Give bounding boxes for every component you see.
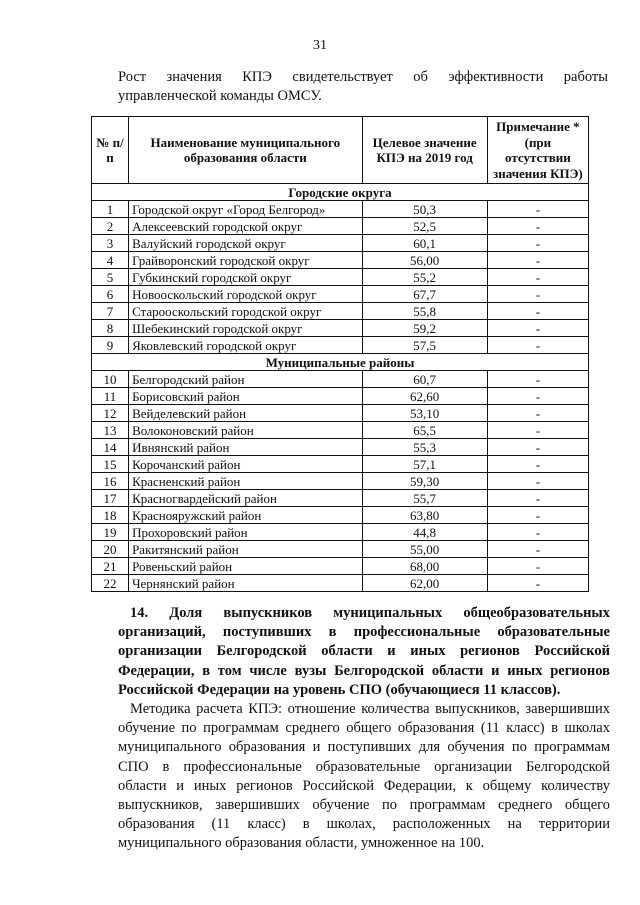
table-row bbox=[92, 252, 589, 269]
row-name: Прохоровский район bbox=[129, 524, 362, 541]
table-row bbox=[92, 405, 589, 422]
row-name: Ровеньский район bbox=[129, 558, 362, 575]
intro-text-line1: Рост значения КПЭ свидетельствует об эффективности работы bbox=[118, 69, 608, 85]
row-note: - bbox=[487, 575, 588, 592]
row-num: 2 bbox=[92, 218, 129, 235]
table-row bbox=[92, 303, 589, 320]
row-note: - bbox=[487, 201, 588, 218]
row-name: Белгородский район bbox=[129, 371, 362, 388]
header-num: № п/п bbox=[92, 117, 129, 184]
row-note: - bbox=[487, 524, 588, 541]
row-num: 15 bbox=[92, 456, 129, 473]
row-name: Ракитянский район bbox=[129, 541, 362, 558]
row-note: - bbox=[487, 371, 588, 388]
method-paragraph: Методика расчета КПЭ: отношение количества выпускников, завершивших обучение по программам среднего общего образования (11 класс) в школах муниципального образования и поступивших для обучения по программам СПО в профессиональные образовательные организации Белгородской области и иных регионов Российской Федерации, к общему количеству выпускников, завершивших обучение по программам среднего общего образования (11 класс) в школах, расположенных на территории муниципального образования области, умноженное на 100. bbox=[118, 701, 610, 852]
header-note: Примечание * (при отсутствии значения КПЭ) bbox=[487, 117, 588, 184]
row-name: Алексеевский городской округ bbox=[129, 218, 362, 235]
row-note: - bbox=[487, 558, 588, 575]
row-num: 6 bbox=[92, 286, 129, 303]
row-note: - bbox=[487, 218, 588, 235]
row-name: Корочанский район bbox=[129, 456, 362, 473]
row-value: 62,60 bbox=[362, 388, 487, 405]
row-name: Новооскольский городской округ bbox=[129, 286, 362, 303]
section-row-districts bbox=[92, 354, 589, 371]
row-value: 55,2 bbox=[362, 269, 487, 286]
table-row bbox=[92, 218, 589, 235]
row-name: Красненский район bbox=[129, 473, 362, 490]
table-row bbox=[92, 507, 589, 524]
row-num: 20 bbox=[92, 541, 129, 558]
section-title-districts: Муниципальные районы bbox=[92, 354, 589, 371]
row-note: - bbox=[487, 541, 588, 558]
row-name: Губкинский городской округ bbox=[129, 269, 362, 286]
row-num: 16 bbox=[92, 473, 129, 490]
row-note: - bbox=[487, 235, 588, 252]
row-value: 56,00 bbox=[362, 252, 487, 269]
header-name: Наименование муниципального образования области bbox=[129, 117, 362, 184]
row-note: - bbox=[487, 252, 588, 269]
row-name: Ивнянский район bbox=[129, 439, 362, 456]
row-value: 59,30 bbox=[362, 473, 487, 490]
table-row bbox=[92, 541, 589, 558]
row-num: 8 bbox=[92, 320, 129, 337]
row-num: 1 bbox=[92, 201, 129, 218]
row-value: 55,3 bbox=[362, 439, 487, 456]
row-name: Борисовский район bbox=[129, 388, 362, 405]
table-row bbox=[92, 422, 589, 439]
row-num: 3 bbox=[92, 235, 129, 252]
row-num: 10 bbox=[92, 371, 129, 388]
row-num: 5 bbox=[92, 269, 129, 286]
table-header-row bbox=[92, 117, 589, 184]
row-name: Вейделевский район bbox=[129, 405, 362, 422]
row-note: - bbox=[487, 507, 588, 524]
row-value: 57,5 bbox=[362, 337, 487, 354]
row-note: - bbox=[487, 490, 588, 507]
row-name: Старооскольский городской округ bbox=[129, 303, 362, 320]
table-row bbox=[92, 320, 589, 337]
row-num: 13 bbox=[92, 422, 129, 439]
table-row bbox=[92, 371, 589, 388]
row-num: 14 bbox=[92, 439, 129, 456]
table-row bbox=[92, 439, 589, 456]
table-row bbox=[92, 575, 589, 592]
row-num: 22 bbox=[92, 575, 129, 592]
row-value: 52,5 bbox=[362, 218, 487, 235]
page-number: 31 bbox=[313, 38, 327, 53]
row-value: 55,00 bbox=[362, 541, 487, 558]
row-note: - bbox=[487, 320, 588, 337]
row-num: 9 bbox=[92, 337, 129, 354]
row-name: Валуйский городской округ bbox=[129, 235, 362, 252]
row-name: Волоконовский район bbox=[129, 422, 362, 439]
intro-text-line2: управленческой команды ОМСУ. bbox=[118, 88, 322, 104]
row-num: 11 bbox=[92, 388, 129, 405]
row-note: - bbox=[487, 439, 588, 456]
table-row bbox=[92, 456, 589, 473]
row-value: 59,2 bbox=[362, 320, 487, 337]
table-row bbox=[92, 286, 589, 303]
row-value: 63,80 bbox=[362, 507, 487, 524]
table-row bbox=[92, 235, 589, 252]
row-name: Красногвардейский район bbox=[129, 490, 362, 507]
table-row bbox=[92, 473, 589, 490]
section-title-urban: Городские округа bbox=[92, 184, 589, 201]
row-num: 18 bbox=[92, 507, 129, 524]
row-num: 21 bbox=[92, 558, 129, 575]
row-num: 12 bbox=[92, 405, 129, 422]
table-row bbox=[92, 388, 589, 405]
table-row bbox=[92, 524, 589, 541]
row-value: 44,8 bbox=[362, 524, 487, 541]
row-note: - bbox=[487, 456, 588, 473]
table-row bbox=[92, 337, 589, 354]
row-num: 17 bbox=[92, 490, 129, 507]
row-value: 57,1 bbox=[362, 456, 487, 473]
row-value: 53,10 bbox=[362, 405, 487, 422]
row-note: - bbox=[487, 473, 588, 490]
row-note: - bbox=[487, 269, 588, 286]
table-body bbox=[92, 184, 589, 592]
row-name: Чернянский район bbox=[129, 575, 362, 592]
row-num: 7 bbox=[92, 303, 129, 320]
row-value: 67,7 bbox=[362, 286, 487, 303]
table-row bbox=[92, 558, 589, 575]
row-value: 60,7 bbox=[362, 371, 487, 388]
row-value: 50,3 bbox=[362, 201, 487, 218]
header-value: Целевое значение КПЭ на 2019 год bbox=[362, 117, 487, 184]
row-num: 4 bbox=[92, 252, 129, 269]
row-note: - bbox=[487, 388, 588, 405]
row-name: Грайворонский городской округ bbox=[129, 252, 362, 269]
row-value: 55,8 bbox=[362, 303, 487, 320]
section-row-urban bbox=[92, 184, 589, 201]
row-note: - bbox=[487, 303, 588, 320]
row-name: Краснояружский район bbox=[129, 507, 362, 524]
row-value: 65,5 bbox=[362, 422, 487, 439]
row-name: Городской округ «Город Белгород» bbox=[129, 201, 362, 218]
row-value: 55,7 bbox=[362, 490, 487, 507]
row-note: - bbox=[487, 337, 588, 354]
row-name: Яковлевский городской округ bbox=[129, 337, 362, 354]
row-value: 60,1 bbox=[362, 235, 487, 252]
row-name: Шебекинский городской округ bbox=[129, 320, 362, 337]
section-heading-14: 14. Доля выпускников муниципальных общеобразовательных организаций, поступивших в профессиональные образовательные организации Белгородской области и иных регионов Российской Федерации, в том числе вузы Белгородской области и иных регионов Российской Федерации на уровень СПО (обучающиеся 11 классов). bbox=[118, 605, 610, 698]
row-num: 19 bbox=[92, 524, 129, 541]
table-row bbox=[92, 269, 589, 286]
table-row bbox=[92, 490, 589, 507]
row-note: - bbox=[487, 422, 588, 439]
row-value: 68,00 bbox=[362, 558, 487, 575]
row-value: 62,00 bbox=[362, 575, 487, 592]
row-note: - bbox=[487, 405, 588, 422]
row-note: - bbox=[487, 286, 588, 303]
kpe-table bbox=[91, 116, 589, 592]
table-row bbox=[92, 201, 589, 218]
